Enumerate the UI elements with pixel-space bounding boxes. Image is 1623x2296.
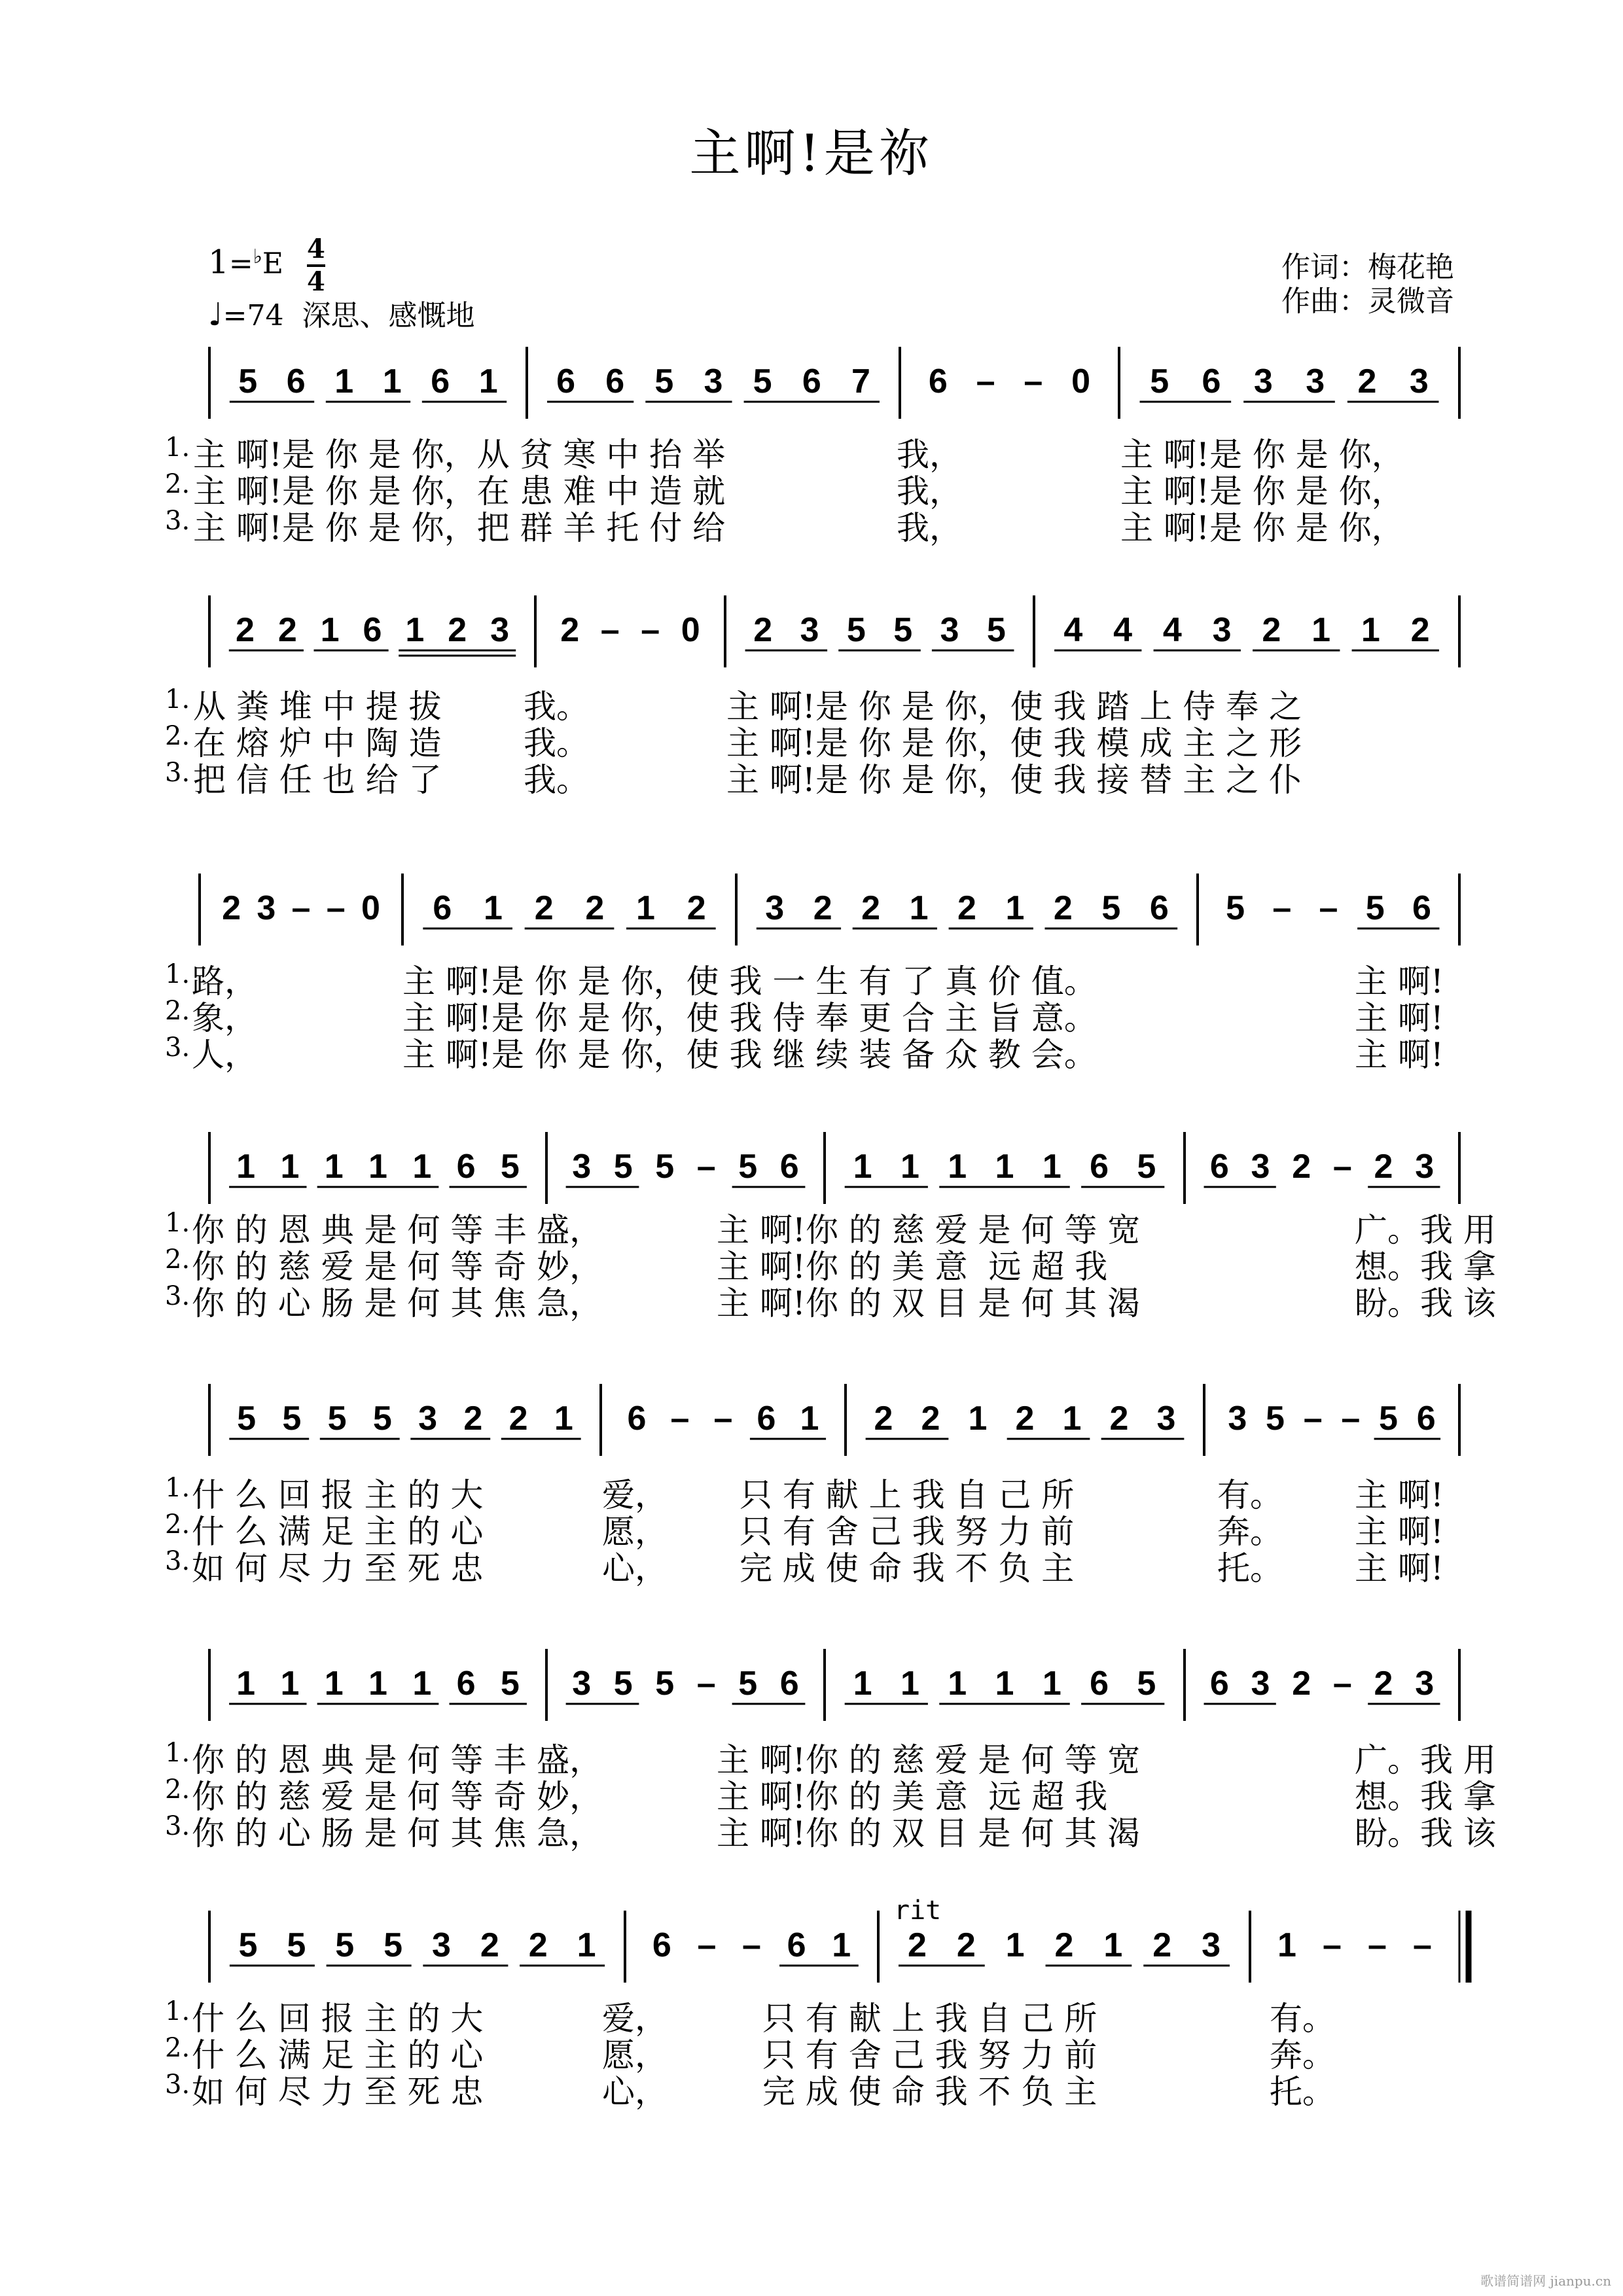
lyric-segment: 如 何 尽 力 至 死 忠 [192,2073,484,2111]
note: 7 [851,362,870,400]
lyric-segment: 爱， [602,2000,668,2038]
note: 1 [853,1665,872,1703]
note: 1 [1005,1926,1025,1964]
verse-number: 3. [165,758,190,788]
lyric-segment: 你 的 心 肠 是 何 其 焦 急， [192,1284,603,1322]
composer-credit: 作曲：灵微音 [1281,285,1454,318]
expression-text: 深思、感慨地 [302,299,475,332]
lyric-segment: 有。 [1217,1476,1283,1514]
note: 5 [655,1665,675,1703]
lyric-segment: 主 啊!是 你 是 你，从 贫 寒 中 抬 举 [193,436,726,474]
note: 1 [900,1148,919,1186]
lyric-segment: 你 的 心 肠 是 何 其 焦 急， [192,1814,603,1852]
note: 1 [909,889,929,927]
lyric-segment: 爱， [602,1476,668,1514]
note: 6 [652,1926,671,1964]
verse-number: 1. [165,1473,190,1503]
lyric-segment: 有。 [1270,2000,1335,2038]
tempo-value: =74 [223,299,284,332]
lyric-segment: 托。 [1217,1549,1283,1587]
note: 2 [1292,1665,1311,1703]
note: 1 [368,1665,387,1703]
lyric-segment: 想。我 拿 [1355,1248,1496,1286]
note: 6 [779,1665,799,1703]
time-sig-top: 4 [307,234,325,267]
note: 2 [1109,1400,1129,1438]
note: 5 [500,1148,520,1186]
note: 1 [334,362,354,400]
note: 2 [1015,1400,1035,1438]
note: 2 [1262,611,1281,649]
lyric-segment: 主 啊!是 你 是 你，使 我 接 替 主 之 仆 [726,761,1302,799]
verse-number: 3. [165,2070,190,2100]
lyric-segment: 你 的 恩 典 是 何 等 丰 盛， [192,1211,603,1249]
note: 1 [832,1926,851,1964]
lyric-segment: 我， [897,472,962,510]
note: 1 [405,611,425,649]
note: 2 [235,611,255,649]
note: 1 [412,1148,432,1186]
lyric-segment: 主 啊! [1355,1036,1444,1074]
note: 5 [238,1926,258,1964]
lyric-segment: 主 啊!是 你 是 你，使 我 模 成 主 之 形 [726,724,1302,762]
note: 3 [704,362,723,400]
note: 5 [1101,889,1121,927]
lyric-segment: 主 啊!是 你 是 你，使 我 侍 奉 更 合 主 旨 意。 [402,999,1097,1037]
note: 1 [948,1148,967,1186]
note: 5 [654,362,674,400]
note: 1 [1361,611,1380,649]
note: 4 [1162,611,1182,649]
lyric-segment: 你 的 慈 爱 是 何 等 奇 妙， [192,1778,603,1816]
note: 1 [1042,1665,1061,1703]
note: 2 [277,611,297,649]
lyric-segment: 奔。 [1270,2036,1335,2074]
note: 5 [655,1148,675,1186]
note: 3 [1306,362,1325,400]
rest: 0 [361,889,380,927]
dash: – [326,889,346,927]
verse-number: 1. [165,684,190,715]
lyric-segment: 愿， [602,2036,668,2074]
lyric-segment: 主 啊!是 你 是 你，使 我 继 续 装 备 众 教 会。 [402,1036,1097,1074]
lyric-segment: 主 啊!你 的 美 意 远 超 我 [717,1248,1108,1286]
lyric-segment: 你 的 慈 爱 是 何 等 奇 妙， [192,1248,603,1286]
lyric-segment: 主 啊!你 的 慈 爱 是 何 等 宽 [717,1741,1141,1779]
note: 2 [956,1926,976,1964]
note: 3 [572,1148,592,1186]
time-sig-bottom: 4 [306,266,325,297]
lyric-segment: 广。我 用 [1355,1211,1496,1249]
note: 6 [1209,1148,1229,1186]
verse-number: 1. [165,1996,190,2026]
note: 3 [257,889,276,927]
verse-number: 2. [165,2033,190,2063]
note: 1 [324,1665,344,1703]
dash: – [600,611,620,649]
note: 2 [874,1400,893,1438]
note: 2 [448,611,467,649]
lyric-segment: 主 啊!是 你 是 你，在 患 难 中 造 就 [193,472,726,510]
note: 5 [238,362,258,400]
note: 5 [1266,1400,1285,1438]
note: 5 [335,1926,355,1964]
note: 1 [236,1665,256,1703]
note: 5 [613,1665,633,1703]
note: 1 [948,1665,967,1703]
note: 1 [1103,1926,1123,1964]
lyric-segment: 完 成 使 命 我 不 负 主 [740,1549,1075,1587]
note: 2 [528,1926,548,1964]
dash: – [1413,1926,1432,1964]
note: 6 [787,1926,806,1964]
lyric-segment: 主 啊!是 你 是 你， [1120,509,1404,547]
note: 2 [921,1400,940,1438]
note: 5 [846,611,866,649]
note: 5 [1379,1400,1398,1438]
note: 3 [1228,1400,1247,1438]
note: 5 [500,1665,520,1703]
lyric-segment: 托。 [1270,2073,1335,2111]
note: 1 [995,1665,1014,1703]
dash: – [670,1400,690,1438]
note: 2 [534,889,554,927]
rest: 0 [681,611,700,649]
dash: – [1303,1400,1323,1438]
note: 2 [560,611,580,649]
note: 2 [222,889,241,927]
note: 5 [738,1148,758,1186]
note: 3 [572,1665,592,1703]
lyric-segment: 路， [192,963,257,1000]
note: 1 [236,1148,256,1186]
lyric-segment: 广。我 用 [1355,1741,1496,1779]
lyric-segment: 心， [602,2073,668,2111]
note: 3 [418,1400,438,1438]
note: 4 [1063,611,1083,649]
note: 2 [861,889,881,927]
rit-marking: rit [894,1896,942,1926]
lyric-segment: 主 啊!是 你 是 你，使 我 一 生 有 了 真 价 值。 [402,963,1097,1000]
lyric-segment: 把 信 任 也 给 了 [193,761,442,799]
note: 6 [363,611,382,649]
note: 2 [585,889,605,927]
dash: – [976,362,995,400]
note: 3 [1253,362,1273,400]
verse-number: 3. [165,1811,190,1841]
note: 3 [1251,1148,1270,1186]
dash: – [1332,1665,1352,1703]
verse-number: 2. [165,469,190,499]
lyric-segment: 心， [602,1549,668,1587]
note: 6 [1202,362,1221,400]
lyric-segment: 我， [897,509,962,547]
dash: – [1319,889,1338,927]
verse-number: 1. [165,433,190,463]
note: 3 [800,611,819,649]
note: 1 [324,1148,344,1186]
lyric-segment: 只 有 舍 己 我 努 力 前 [740,1513,1075,1551]
verse-number: 2. [165,1510,190,1540]
note: 6 [779,1148,799,1186]
verse-number: 2. [165,996,190,1026]
verse-number: 3. [165,1033,190,1063]
note: 6 [431,362,450,400]
note: 3 [940,611,959,649]
note: 5 [1365,889,1385,927]
lyric-segment: 主 啊!是 你 是 你，把 群 羊 托 付 给 [193,509,726,547]
lyric-segment: 主 啊!是 你 是 你， [1120,472,1404,510]
verse-number: 3. [165,506,190,536]
note: 2 [1374,1148,1393,1186]
note: 3 [765,889,785,927]
lyric-segment: 我， [897,436,962,474]
verse-number: 3. [165,1281,190,1311]
note: 1 [280,1665,300,1703]
note: 6 [928,362,948,400]
lyric-segment: 什 么 满 足 主 的 心 [192,2036,484,2074]
verse-number: 2. [165,1775,190,1805]
note: 5 [282,1400,302,1438]
note: 3 [1212,611,1232,649]
note: 5 [383,1926,403,1964]
note: 6 [1416,1400,1436,1438]
dash: – [696,1665,716,1703]
note: 5 [372,1400,392,1438]
lyric-segment: 主 啊! [1355,1549,1444,1587]
note: 5 [1137,1148,1156,1186]
dash: – [1332,1148,1352,1186]
lyric-segment: 从 粪 堆 中 提 拔 [193,688,442,726]
key-tonic: E [262,247,283,281]
note: 1 [1062,1400,1082,1438]
dash: – [697,1926,717,1964]
note: 2 [1054,1926,1074,1964]
note: 1 [554,1400,573,1438]
lyric-segment: 愿， [602,1513,668,1551]
lyric-segment: 只 有 舍 己 我 努 力 前 [762,2036,1097,2074]
lyric-segment: 我。 [524,688,589,726]
note: 6 [1412,889,1431,927]
verse-number: 2. [165,721,190,751]
note: 1 [577,1926,596,1964]
dash: – [291,889,311,927]
note: 2 [1152,1926,1172,1964]
note: 1 [800,1400,819,1438]
verse-number: 3. [165,1546,190,1576]
note: 6 [456,1148,476,1186]
lyric-segment: 象， [192,999,257,1037]
lyric-segment: 盼。我 该 [1355,1814,1496,1852]
lyric-segment: 主 啊! [1355,1513,1444,1551]
verse-number: 2. [165,1245,190,1275]
lyric-segment: 主 啊! [1355,999,1444,1037]
note: 6 [802,362,821,400]
note: 3 [1415,1148,1435,1186]
dash: – [641,611,660,649]
lyric-segment: 主 啊! [1355,963,1444,1000]
dash: – [1323,1926,1342,1964]
note: 3 [431,1926,451,1964]
lyric-segment: 什 么 满 足 主 的 心 [192,1513,484,1551]
lyricist-credit: 作词：梅花艳 [1281,251,1454,284]
page-title: 主啊!是祢 [689,124,934,183]
key-tonic-number: 1 [208,243,229,281]
note: 1 [1277,1926,1296,1964]
dash: – [742,1926,761,1964]
note: 5 [287,1926,306,1964]
dash: – [696,1148,716,1186]
verse-number: 1. [165,959,190,989]
note: 1 [968,1400,988,1438]
note: 5 [237,1400,257,1438]
note: 2 [753,611,773,649]
note: 5 [893,611,913,649]
note: 3 [1156,1400,1176,1438]
lyric-segment: 主 啊!你 的 美 意 远 超 我 [717,1778,1108,1816]
dash: – [1272,889,1292,927]
note: 6 [1090,1665,1109,1703]
lyric-segment: 只 有 献 上 我 自 己 所 [762,2000,1097,2038]
verse-number: 1. [165,1208,190,1238]
lyric-segment: 主 啊!你 的 慈 爱 是 何 等 宽 [717,1211,1141,1249]
lyric-segment: 什 么 回 报 主 的 大 [192,2000,484,2038]
note: 2 [1053,889,1073,927]
note: 1 [320,611,340,649]
note: 1 [1042,1148,1061,1186]
note: 2 [508,1400,528,1438]
lyric-segment: 主 啊! [1355,1476,1444,1514]
note: 5 [613,1148,633,1186]
lyric-segment: 什 么 回 报 主 的 大 [192,1476,484,1514]
quarter-note-icon: ♩ [208,296,223,333]
rest: 0 [1071,362,1091,400]
lyric-segment: 盼。我 该 [1355,1284,1496,1322]
dash: – [1368,1926,1387,1964]
note: 1 [636,889,655,927]
note: 2 [1374,1665,1393,1703]
note: 6 [1149,889,1169,927]
note: 1 [280,1148,300,1186]
note: 6 [757,1400,776,1438]
note: 2 [1292,1148,1311,1186]
note: 5 [327,1400,347,1438]
note: 5 [753,362,772,400]
note: 5 [738,1665,758,1703]
note: 2 [1410,611,1430,649]
note: 2 [813,889,832,927]
note: 6 [456,1665,476,1703]
note: 1 [412,1665,432,1703]
lyric-segment: 想。我 拿 [1355,1778,1496,1816]
lyric-segment: 你 的 恩 典 是 何 等 丰 盛， [192,1741,603,1779]
lyric-segment: 只 有 献 上 我 自 己 所 [740,1476,1075,1514]
note: 2 [1357,362,1377,400]
lyric-segment: 主 啊!是 你 是 你， [1120,436,1404,474]
note: 6 [1209,1665,1229,1703]
note: 1 [853,1148,872,1186]
note: 5 [1150,362,1169,400]
note: 1 [478,362,498,400]
note: 1 [1311,611,1331,649]
note: 1 [900,1665,919,1703]
note: 5 [986,611,1006,649]
dash: – [1024,362,1043,400]
lyric-segment: 如 何 尽 力 至 死 忠 [192,1549,484,1587]
verse-number: 1. [165,1738,190,1768]
note: 2 [687,889,706,927]
note: 1 [368,1148,387,1186]
note: 6 [433,889,452,927]
note: 6 [605,362,625,400]
note: 1 [995,1148,1014,1186]
watermark: 歌谱简谱网 jianpu.cn [1480,2273,1611,2289]
lyric-segment: 我。 [524,724,589,762]
note: 3 [490,611,510,649]
lyric-segment: 人， [192,1036,257,1074]
note: 6 [286,362,306,400]
flat-sign: ♭ [253,245,262,268]
note: 2 [463,1400,483,1438]
note: 2 [907,1926,927,1964]
lyric-segment: 我。 [524,761,589,799]
note: 2 [480,1926,499,1964]
dash: – [1341,1400,1361,1438]
note: 1 [484,889,503,927]
note: 5 [1137,1665,1156,1703]
note: 6 [556,362,576,400]
dash: – [713,1400,733,1438]
note: 3 [1202,1926,1221,1964]
lyric-segment: 主 啊!你 的 双 目 是 何 其 渴 [717,1284,1141,1322]
note: 3 [1251,1665,1270,1703]
lyric-segment: 主 啊!你 的 双 目 是 何 其 渴 [717,1814,1141,1852]
note: 6 [627,1400,647,1438]
note: 1 [382,362,402,400]
note: 3 [1409,362,1429,400]
lyric-segment: 奔。 [1217,1513,1283,1551]
note: 4 [1113,611,1133,649]
note: 3 [1415,1665,1435,1703]
note: 1 [1005,889,1025,927]
note: 2 [957,889,976,927]
lyric-segment: 完 成 使 命 我 不 负 主 [762,2073,1097,2111]
lyric-segment: 主 啊!是 你 是 你，使 我 踏 上 侍 奉 之 [726,688,1302,726]
note: 5 [1226,889,1245,927]
key-equals: = [228,247,253,281]
lyric-segment: 在 熔 炉 中 陶 造 [193,724,442,762]
note: 6 [1090,1148,1109,1186]
